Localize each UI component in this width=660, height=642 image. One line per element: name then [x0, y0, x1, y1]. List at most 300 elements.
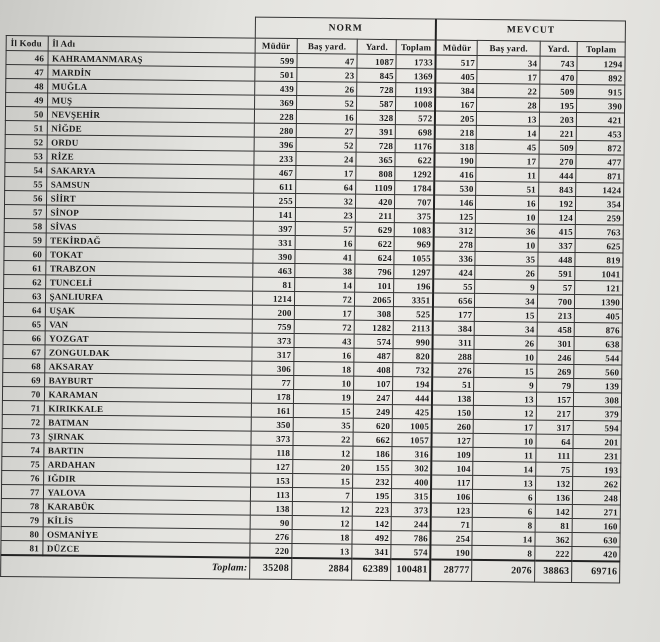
- value-cell: 525: [394, 307, 434, 321]
- province-name: RİZE: [46, 149, 254, 165]
- value-cell: 17: [474, 419, 536, 434]
- value-cell: 64: [295, 180, 355, 195]
- value-cell: 786: [391, 531, 431, 545]
- value-cell: 193: [573, 462, 621, 477]
- value-cell: 1083: [395, 223, 435, 237]
- value-cell: 463: [253, 263, 295, 277]
- value-cell: 26: [474, 335, 536, 350]
- value-cell: 132: [535, 476, 573, 490]
- col-name: İl Adı: [48, 36, 256, 53]
- value-cell: 203: [539, 112, 577, 126]
- value-cell: 118: [251, 445, 293, 459]
- province-code: 48: [6, 79, 48, 93]
- value-cell: 124: [538, 210, 576, 224]
- province-code: 53: [5, 148, 47, 162]
- value-cell: 17: [294, 306, 354, 321]
- value-cell: 220: [250, 543, 292, 558]
- value-cell: 75: [535, 462, 573, 476]
- total-cell: 100481: [391, 559, 431, 581]
- province-name: BATMAN: [44, 415, 252, 431]
- value-cell: 125: [434, 209, 476, 223]
- total-cell: 2076: [472, 560, 535, 582]
- province-name: SİİRT: [46, 191, 254, 207]
- value-cell: 477: [576, 154, 624, 169]
- province-code: 80: [1, 526, 43, 540]
- value-cell: 222: [535, 546, 573, 561]
- province-name: TEKİRDAĞ: [46, 233, 254, 249]
- province-code: 47: [6, 65, 48, 79]
- value-cell: 127: [251, 459, 293, 473]
- value-cell: 19: [293, 390, 353, 405]
- province-name: ŞANLIURFA: [45, 289, 253, 305]
- value-cell: 228: [255, 109, 297, 123]
- province-name: MUŞ: [47, 93, 255, 109]
- value-cell: 1297: [394, 265, 434, 279]
- value-cell: 517: [436, 55, 478, 69]
- value-cell: 22: [293, 432, 353, 447]
- value-cell: 312: [434, 223, 476, 237]
- value-cell: 301: [537, 336, 575, 350]
- value-cell: 420: [355, 194, 395, 208]
- value-cell: 421: [576, 112, 624, 127]
- value-cell: 127: [432, 433, 474, 447]
- value-cell: 111: [536, 448, 574, 462]
- value-cell: 8: [473, 517, 535, 532]
- province-code: 49: [6, 93, 48, 107]
- value-cell: 136: [535, 490, 573, 504]
- value-cell: 34: [475, 293, 537, 308]
- value-cell: 211: [355, 208, 395, 222]
- value-cell: 656: [433, 293, 475, 307]
- value-cell: 72: [294, 292, 354, 307]
- value-cell: 16: [295, 236, 355, 251]
- value-cell: 501: [255, 67, 297, 81]
- value-cell: 1087: [357, 54, 397, 68]
- value-cell: 336: [434, 251, 476, 265]
- value-cell: 47: [297, 54, 357, 69]
- value-cell: 101: [355, 278, 395, 292]
- province-name: ZONGULDAK: [44, 345, 252, 361]
- value-cell: 117: [431, 475, 473, 489]
- province-code: 76: [2, 470, 44, 484]
- province-code: 61: [4, 260, 46, 274]
- value-cell: 416: [435, 167, 477, 181]
- value-cell: 138: [432, 391, 474, 405]
- value-cell: 763: [575, 224, 623, 239]
- value-cell: 52: [296, 138, 356, 153]
- value-cell: 599: [255, 53, 297, 67]
- col-mevcut-toplam: Toplam: [577, 41, 625, 57]
- value-cell: 843: [538, 182, 576, 196]
- province-code: 55: [5, 176, 47, 190]
- province-code: 63: [3, 288, 45, 302]
- value-cell: 11: [476, 167, 538, 182]
- value-cell: 246: [537, 350, 575, 364]
- value-cell: 629: [355, 222, 395, 236]
- value-cell: 743: [540, 56, 578, 70]
- province-code: 81: [1, 540, 43, 555]
- value-cell: 328: [356, 110, 396, 124]
- value-cell: 384: [433, 321, 475, 335]
- value-cell: 35: [293, 418, 353, 433]
- value-cell: 6: [473, 503, 535, 518]
- total-cell: 35208: [250, 558, 292, 580]
- province-name: ARDAHAN: [43, 457, 251, 473]
- value-cell: 453: [576, 126, 624, 141]
- value-cell: 113: [251, 487, 293, 501]
- value-cell: 269: [536, 364, 574, 378]
- value-cell: 121: [575, 280, 623, 295]
- value-cell: 43: [294, 334, 354, 349]
- province-name: BARTIN: [43, 443, 251, 459]
- value-cell: 14: [294, 278, 354, 293]
- value-cell: 72: [294, 320, 354, 335]
- value-cell: 1057: [392, 433, 432, 447]
- col-mevcut-mudur: Müdür: [436, 40, 478, 55]
- value-cell: 373: [392, 503, 432, 517]
- value-cell: 845: [357, 68, 397, 82]
- value-cell: 81: [535, 518, 573, 532]
- province-code: 78: [1, 498, 43, 512]
- value-cell: 271: [572, 504, 620, 519]
- value-cell: 728: [357, 82, 397, 96]
- value-cell: 662: [353, 432, 393, 446]
- province-name: YOZGAT: [45, 331, 253, 347]
- province-code: 52: [5, 134, 47, 148]
- value-cell: 26: [296, 82, 356, 97]
- value-cell: 876: [574, 322, 622, 337]
- province-code: 62: [4, 274, 46, 288]
- province-name: KAHRAMANMARAŞ: [48, 51, 256, 67]
- value-cell: 12: [293, 446, 353, 461]
- value-cell: 24: [296, 152, 356, 167]
- value-cell: 231: [573, 448, 621, 463]
- value-cell: 337: [538, 238, 576, 252]
- value-cell: 90: [250, 515, 292, 529]
- value-cell: 17: [477, 69, 539, 84]
- value-cell: 160: [572, 518, 620, 533]
- value-cell: 317: [536, 420, 574, 434]
- value-cell: 396: [254, 137, 296, 151]
- value-cell: 155: [353, 460, 393, 474]
- province-code: 57: [4, 204, 46, 218]
- value-cell: 14: [473, 461, 535, 476]
- province-code: 64: [3, 302, 45, 316]
- value-cell: 1292: [395, 167, 435, 181]
- province-code: 68: [3, 358, 45, 372]
- value-cell: 373: [252, 333, 294, 347]
- value-cell: 1294: [577, 56, 625, 71]
- col-code: İl Kodu: [6, 36, 48, 51]
- value-cell: 530: [435, 181, 477, 195]
- value-cell: 1369: [396, 69, 436, 83]
- value-cell: 872: [576, 140, 624, 155]
- value-cell: 17: [296, 166, 356, 181]
- value-cell: 11: [473, 447, 535, 462]
- value-cell: 1176: [395, 139, 435, 153]
- value-cell: 574: [391, 545, 431, 560]
- value-cell: 186: [353, 446, 393, 460]
- province-code: 46: [6, 51, 48, 65]
- province-code: 69: [3, 372, 45, 386]
- value-cell: 611: [254, 179, 296, 193]
- value-cell: 16: [294, 348, 354, 363]
- value-cell: 9: [475, 279, 537, 294]
- value-cell: 638: [574, 336, 622, 351]
- value-cell: 7: [292, 488, 352, 503]
- value-cell: 106: [431, 489, 473, 503]
- province-name: AKSARAY: [44, 359, 252, 375]
- province-code: 74: [2, 442, 44, 456]
- value-cell: 467: [254, 165, 296, 179]
- value-cell: 397: [253, 221, 295, 235]
- value-cell: 1390: [575, 294, 623, 309]
- value-cell: 574: [354, 334, 394, 348]
- value-cell: 178: [252, 389, 294, 403]
- value-cell: 8: [472, 545, 534, 560]
- value-cell: 373: [251, 431, 293, 445]
- total-cell: 28777: [430, 559, 472, 581]
- province-name: MARDİN: [47, 65, 255, 81]
- value-cell: 544: [574, 350, 622, 365]
- value-cell: 276: [250, 529, 292, 543]
- value-cell: 306: [252, 361, 294, 375]
- value-cell: 255: [254, 193, 296, 207]
- value-cell: 28: [477, 97, 539, 112]
- value-cell: 700: [537, 294, 575, 308]
- province-name: NEVŞEHİR: [47, 107, 255, 123]
- province-name: TUNCELİ: [45, 275, 253, 291]
- province-name: KARAMAN: [44, 387, 252, 403]
- value-cell: 892: [577, 70, 625, 85]
- value-cell: 77: [252, 375, 294, 389]
- value-cell: 13: [474, 391, 536, 406]
- value-cell: 1193: [396, 83, 436, 97]
- value-cell: 354: [576, 196, 624, 211]
- value-cell: 223: [352, 502, 392, 516]
- value-cell: 195: [539, 98, 577, 112]
- value-cell: 221: [539, 126, 577, 140]
- value-cell: 1055: [394, 251, 434, 265]
- value-cell: 248: [572, 490, 620, 505]
- province-code: 79: [1, 512, 43, 526]
- province-name: KIRIKKALE: [44, 401, 252, 417]
- value-cell: 444: [538, 168, 576, 182]
- value-cell: 247: [353, 390, 393, 404]
- province-code: 72: [2, 414, 44, 428]
- value-cell: 369: [255, 95, 297, 109]
- value-cell: 350: [251, 417, 293, 431]
- col-mevcut-yard: Yard.: [540, 41, 578, 56]
- value-cell: 36: [476, 223, 538, 238]
- value-cell: 375: [395, 209, 435, 223]
- value-cell: 390: [577, 98, 625, 113]
- province-code: 50: [5, 107, 47, 121]
- value-cell: 146: [434, 195, 476, 209]
- total-cell: 2884: [291, 558, 351, 580]
- province-code: 73: [2, 428, 44, 442]
- value-cell: 796: [355, 264, 395, 278]
- value-cell: 1733: [396, 55, 436, 69]
- value-cell: 81: [253, 277, 295, 291]
- value-cell: 2065: [354, 292, 394, 306]
- value-cell: 276: [433, 363, 475, 377]
- table-body: [1, 51, 625, 562]
- total-cell: 38863: [534, 561, 572, 583]
- value-cell: 362: [535, 532, 573, 546]
- province-name: VAN: [45, 317, 253, 333]
- value-cell: 311: [433, 335, 475, 349]
- value-cell: 41: [295, 250, 355, 265]
- value-cell: 196: [394, 279, 434, 293]
- col-norm-bas-yard: Baş yard.: [297, 39, 357, 55]
- value-cell: 2113: [394, 321, 434, 335]
- value-cell: 698: [396, 125, 436, 139]
- value-cell: 1041: [575, 266, 623, 281]
- value-cell: 630: [572, 532, 620, 547]
- value-cell: 244: [392, 517, 432, 531]
- value-cell: 123: [431, 503, 473, 517]
- value-cell: 315: [392, 489, 432, 503]
- value-cell: 728: [356, 138, 396, 152]
- province-code: 77: [1, 484, 43, 498]
- staff-table: [0, 14, 626, 583]
- value-cell: 13: [473, 475, 535, 490]
- province-name: IĞDIR: [43, 471, 251, 487]
- value-cell: 492: [352, 530, 392, 544]
- value-cell: 1008: [396, 97, 436, 111]
- value-cell: 107: [354, 376, 394, 390]
- value-cell: 32: [295, 194, 355, 209]
- value-cell: 260: [432, 419, 474, 433]
- value-cell: 620: [353, 418, 393, 432]
- value-cell: 15: [292, 474, 352, 489]
- value-cell: 10: [476, 209, 538, 224]
- value-cell: 405: [574, 308, 622, 323]
- province-name: BAYBURT: [44, 373, 252, 389]
- province-code: 56: [5, 190, 47, 204]
- total-label: Toplam:: [1, 555, 250, 579]
- value-cell: 444: [393, 391, 433, 405]
- value-cell: 52: [296, 96, 356, 111]
- value-cell: 509: [539, 84, 577, 98]
- value-cell: 1214: [253, 291, 295, 305]
- value-cell: 808: [356, 166, 396, 180]
- value-cell: 1282: [354, 320, 394, 334]
- value-cell: 14: [477, 125, 539, 140]
- value-cell: 384: [436, 83, 478, 97]
- value-cell: 420: [572, 546, 620, 561]
- value-cell: 13: [477, 111, 539, 126]
- province-code: 66: [3, 330, 45, 344]
- value-cell: 3351: [394, 293, 434, 307]
- value-cell: 157: [536, 392, 574, 406]
- province-name: MUĞLA: [47, 79, 255, 95]
- province-code: 75: [2, 456, 44, 470]
- value-cell: 1109: [356, 180, 396, 194]
- value-cell: 278: [434, 237, 476, 251]
- value-cell: 18: [293, 362, 353, 377]
- value-cell: 141: [254, 207, 296, 221]
- value-cell: 232: [353, 474, 393, 488]
- value-cell: 20: [292, 460, 352, 475]
- value-cell: 331: [253, 235, 295, 249]
- value-cell: 22: [477, 83, 539, 98]
- value-cell: 150: [432, 405, 474, 419]
- value-cell: 1005: [393, 419, 433, 433]
- value-cell: 871: [576, 168, 624, 183]
- value-cell: 470: [540, 70, 578, 84]
- value-cell: 217: [536, 406, 574, 420]
- col-norm-yard: Yard.: [357, 39, 397, 54]
- value-cell: 57: [537, 280, 575, 294]
- value-cell: 707: [395, 195, 435, 209]
- province-code: 67: [3, 344, 45, 358]
- value-cell: 15: [293, 404, 353, 419]
- value-cell: 379: [573, 406, 621, 421]
- province-name: ORDU: [47, 135, 255, 151]
- value-cell: 35: [475, 251, 537, 266]
- value-cell: 587: [356, 96, 396, 110]
- value-cell: 341: [352, 544, 392, 559]
- value-cell: 270: [539, 154, 577, 168]
- province-code: 65: [3, 316, 45, 330]
- value-cell: 71: [431, 517, 473, 531]
- province-name: NİĞDE: [47, 121, 255, 137]
- value-cell: 448: [538, 252, 576, 266]
- group-norm: NORM: [255, 17, 436, 40]
- value-cell: 391: [356, 124, 396, 138]
- value-cell: 79: [536, 378, 574, 392]
- value-cell: 10: [475, 237, 537, 252]
- value-cell: 17: [476, 153, 538, 168]
- value-cell: 16: [296, 110, 356, 125]
- value-cell: 820: [393, 349, 433, 363]
- value-cell: 390: [253, 249, 295, 263]
- value-cell: 1784: [395, 181, 435, 195]
- province-name: DÜZCE: [42, 541, 250, 558]
- value-cell: 594: [573, 420, 621, 435]
- value-cell: 424: [434, 265, 476, 279]
- province-code: 60: [4, 246, 46, 260]
- value-cell: 262: [573, 476, 621, 491]
- value-cell: 10: [473, 433, 535, 448]
- province-name: TRABZON: [45, 261, 253, 277]
- province-code: 58: [4, 218, 46, 232]
- value-cell: 415: [538, 224, 576, 238]
- value-cell: 249: [353, 404, 393, 418]
- value-cell: 259: [575, 210, 623, 225]
- value-cell: 365: [356, 152, 396, 166]
- value-cell: 316: [392, 447, 432, 461]
- value-cell: 254: [431, 531, 473, 545]
- value-cell: 153: [251, 473, 293, 487]
- value-cell: 26: [475, 265, 537, 280]
- value-cell: 34: [475, 321, 537, 336]
- value-cell: 27: [296, 124, 356, 139]
- value-cell: 969: [394, 237, 434, 251]
- value-cell: 15: [475, 307, 537, 322]
- value-cell: 400: [392, 475, 432, 489]
- value-cell: 200: [253, 305, 295, 319]
- value-cell: 192: [538, 196, 576, 210]
- value-cell: 915: [577, 84, 625, 99]
- province-name: OSMANİYE: [43, 527, 251, 543]
- value-cell: 591: [537, 266, 575, 280]
- value-cell: 487: [354, 348, 394, 362]
- value-cell: 425: [393, 405, 433, 419]
- value-cell: 55: [433, 279, 475, 293]
